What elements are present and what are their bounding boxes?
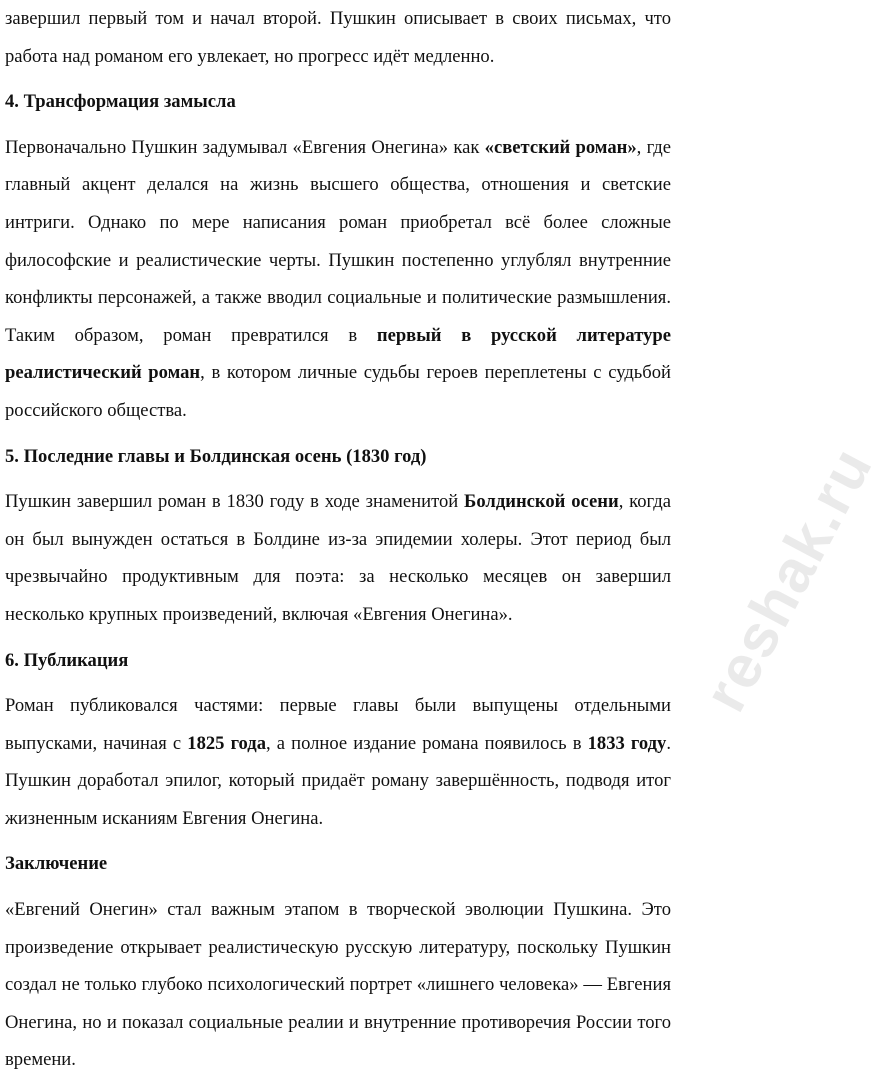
section-5-text-1: Пушкин завершил роман в 1830 году в ходе знаменитой: [5, 491, 465, 513]
section-6-bold-2: 1833 году: [587, 732, 667, 754]
section-6-text-1: Роман публиковался частями: первые главы были выпущены отдельными выпусками, начиная с: [5, 695, 671, 754]
intro-text: завершил первый том и начал второй. Пушкин описывает в своих письмах, что работа над романом его увлекает, но прогресс идёт медленно.: [5, 8, 671, 67]
section-4-bold-2: первый в русской литературе реалистический роман: [5, 324, 671, 384]
section-4-text-1: Первоначально Пушкин задумывал «Евгения Онегина» как: [5, 136, 485, 158]
section-6-paragraph: [5, 687, 671, 837]
watermark: reshak.ru: [690, 436, 886, 722]
section-6-heading: 6. Публикация: [5, 649, 129, 671]
section-5-paragraph: [5, 483, 671, 633]
section-6-text-3: . Пушкин доработал эпилог, который придаёт роману завершённость, подводя итог жизненным исканиям Евгения Онегина.: [5, 732, 672, 829]
conclusion-paragraph: [5, 891, 671, 1079]
section-5-heading: 5. Последние главы и Болдинская осень (1830 год): [5, 445, 427, 467]
conclusion-heading: Заключение: [5, 853, 108, 875]
section-5-bold-1: Болдинской осени: [464, 491, 619, 513]
section-6-bold-1: 1825 года: [187, 732, 267, 754]
section-5-text-2: , когда он был вынужден остаться в Болдине из-за эпидемии холеры. Этот период был чрезвычайно продуктивным для поэта: за несколько месяцев он завершил несколько крупных произведений, включая «Евгения Онегина».: [5, 491, 671, 625]
intro-paragraph: [5, 0, 671, 75]
section-4-text-2: , где главный акцент делался на жизнь высшего общества, отношения и светские интриги. Однако по мере написания роман приобретал всё более сложные философские и реалистические черты. Пушкин постепенно углублял внутренние конфликты персонажей, а также вводил социальные и политические размышления. Таким образом, роман превратился в: [5, 136, 671, 346]
section-4-paragraph: [5, 129, 671, 430]
section-4-bold-1: «светский роман»: [484, 136, 637, 158]
section-6-text-2: , а полное издание романа появилось в: [266, 732, 588, 754]
section-4-heading: 4. Трансформация замысла: [5, 91, 236, 113]
section-4-text-3: , в котором личные судьбы героев переплетены с судьбой российского общества.: [5, 362, 671, 421]
conclusion-text: «Евгений Онегин» стал важным этапом в творческой эволюции Пушкина. Это произведение открывает реалистическую русскую литературу, поскольку Пушкин создал не только глубоко психологический портрет «лишнего человека» — Евгения Онегина, но и показал социальные реалии и внутренние противоречия России того времени.: [5, 899, 671, 1071]
